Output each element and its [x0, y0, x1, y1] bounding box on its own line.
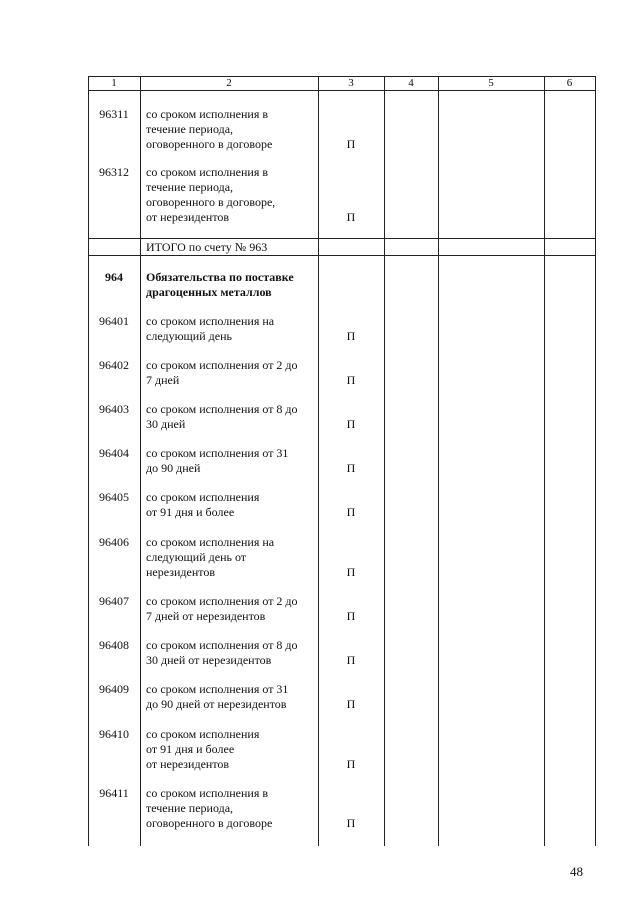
account-description	[146, 165, 318, 225]
col-line-1-2	[140, 76, 141, 846]
description-line: течение периода,	[146, 180, 234, 194]
description-line: 30 дней от нерезидентов	[146, 653, 272, 667]
account-code: 96404	[99, 446, 129, 460]
header-cell-5: 5	[488, 77, 494, 89]
account-code: 96312	[99, 165, 129, 179]
description-line: со сроком исполнения от 8 до	[146, 638, 298, 652]
col-line-right	[595, 76, 596, 846]
description-line: со сроком исполнения от 8 до	[146, 402, 298, 416]
header-cell-4: 4	[408, 77, 414, 89]
description-line: до 90 дней	[146, 461, 201, 475]
account-code: 96406	[99, 535, 129, 549]
description-line: от нерезидентов	[146, 757, 230, 771]
account-mark: П	[346, 565, 356, 579]
description-line: 7 дней	[146, 373, 180, 387]
account-description	[146, 490, 318, 520]
account-mark: П	[346, 505, 356, 519]
account-code: 96407	[99, 594, 129, 608]
description-line: течение периода,	[146, 801, 234, 815]
account-description	[146, 446, 318, 476]
account-description	[146, 638, 318, 668]
account-mark: П	[346, 210, 356, 224]
col-line-5-6	[544, 76, 545, 846]
description-line: течение периода,	[146, 122, 234, 136]
account-code: 96402	[99, 358, 129, 372]
section-title	[146, 270, 318, 300]
section-code: 964	[105, 270, 123, 284]
account-code: 96401	[99, 314, 129, 328]
account-mark: П	[346, 697, 356, 711]
account-mark: П	[346, 417, 356, 431]
description-line: со сроком исполнения от 31	[146, 446, 289, 460]
account-mark: П	[346, 609, 356, 623]
account-mark: П	[346, 816, 356, 830]
description-line: нерезидентов	[146, 565, 215, 579]
description-line: со сроком исполнения в	[146, 786, 269, 800]
account-code: 96410	[99, 727, 129, 741]
description-line: 30 дней	[146, 417, 186, 431]
description-line: до 90 дней от нерезидентов	[146, 697, 287, 711]
account-code: 96408	[99, 638, 129, 652]
account-code: 96403	[99, 402, 129, 416]
col-line-4-5	[438, 76, 439, 846]
account-mark: П	[346, 461, 356, 475]
section-title-line: драгоценных металлов	[146, 285, 272, 299]
account-code: 96311	[99, 107, 129, 121]
description-line: от 91 дня и более	[146, 742, 235, 756]
header-cell-3: 3	[348, 77, 354, 89]
description-line: со сроком исполнения от 2 до	[146, 594, 298, 608]
account-mark: П	[346, 653, 356, 667]
description-line: следующий день от	[146, 550, 247, 564]
account-mark: П	[346, 137, 356, 151]
account-mark: П	[346, 329, 356, 343]
account-description	[146, 402, 318, 432]
total-bottom-line	[88, 255, 596, 256]
account-code: 96405	[99, 490, 129, 504]
header-cell-6: 6	[566, 77, 573, 89]
account-code: 96409	[99, 682, 129, 696]
description-line: от 91 дня и более	[146, 505, 235, 519]
account-description	[146, 727, 318, 772]
account-description	[146, 107, 318, 152]
account-code: 96411	[99, 786, 129, 800]
description-line: со сроком исполнения в	[146, 107, 269, 121]
page-number: 48	[570, 864, 583, 879]
section-title-line: Обязательства по поставке	[146, 270, 294, 284]
description-line: от нерезидентов	[146, 210, 230, 224]
total-label: ИТОГО по счету № 963	[146, 240, 268, 254]
header-cell-1: 1	[111, 77, 117, 89]
description-line: следующий день	[146, 329, 232, 343]
account-description	[146, 786, 318, 831]
account-description	[146, 594, 318, 624]
description-line: 7 дней от нерезидентов	[146, 609, 266, 623]
total-top-line	[88, 238, 596, 239]
header-cell-2: 2	[226, 77, 232, 89]
account-description	[146, 535, 318, 580]
description-line: со сроком исполнения на	[146, 314, 275, 328]
account-description	[146, 314, 318, 344]
col-line-3-4	[384, 76, 385, 846]
description-line: со сроком исполнения	[146, 490, 260, 504]
description-line: со сроком исполнения от 2 до	[146, 358, 298, 372]
account-mark: П	[346, 757, 356, 771]
description-line: со сроком исполнения в	[146, 165, 269, 179]
account-mark: П	[346, 373, 356, 387]
account-description	[146, 682, 318, 712]
description-line: со сроком исполнения на	[146, 535, 275, 549]
description-line: со сроком исполнения	[146, 727, 260, 741]
header-bottom-line	[88, 90, 596, 91]
description-line: оговоренного в договоре	[146, 816, 273, 830]
description-line: оговоренного в договоре,	[146, 195, 276, 209]
description-line: оговоренного в договоре	[146, 137, 273, 151]
account-description	[146, 358, 318, 388]
description-line: со сроком исполнения от 31	[146, 682, 289, 696]
